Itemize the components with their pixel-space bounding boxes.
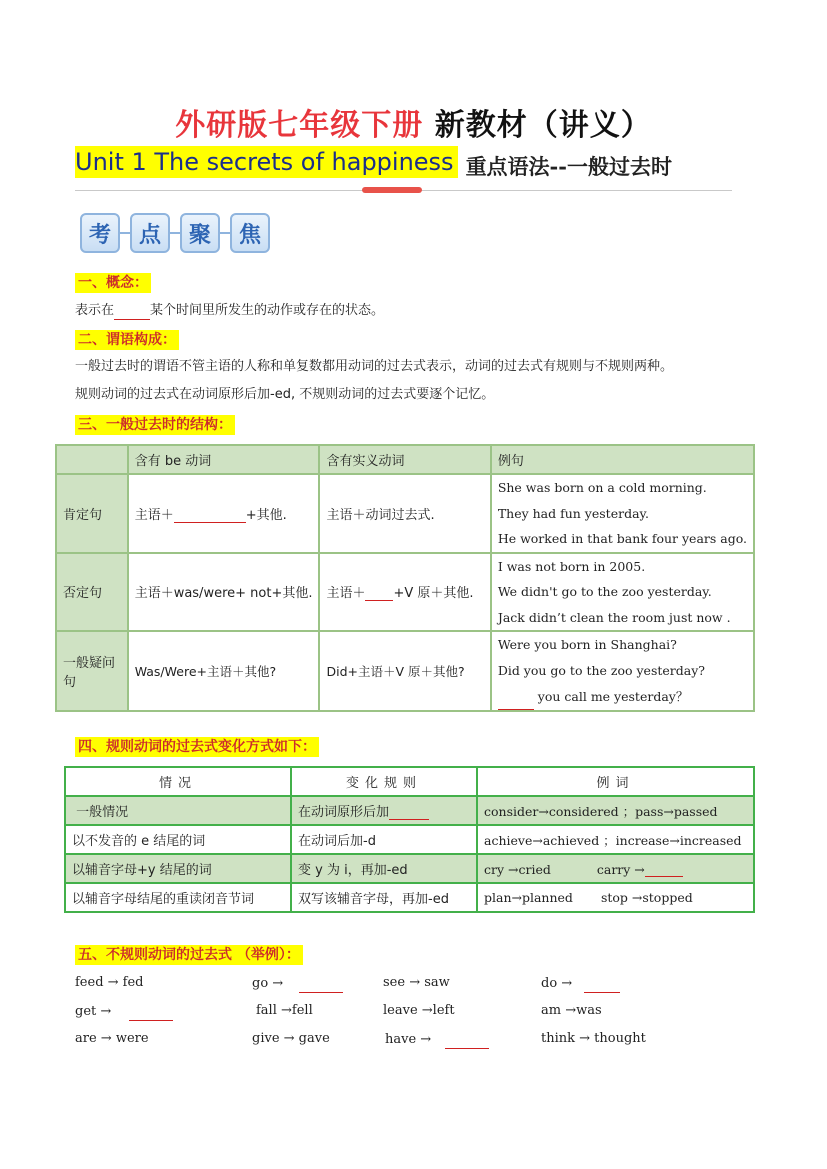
- fill-blank[interactable]: [584, 974, 620, 993]
- table-row: [65, 883, 754, 912]
- example-sentence: We didn't go to the zoo yesterday.: [497, 584, 712, 599]
- row-type: 否定句: [56, 553, 128, 632]
- table-header-row: [56, 445, 754, 474]
- section-1-text: [75, 301, 384, 320]
- irregular-item: leave →left: [383, 1003, 455, 1018]
- be-structure: 主语＋was/were+ not+其他.: [128, 553, 320, 632]
- case-cell: 以辅音字母+y 结尾的词: [65, 854, 291, 883]
- verb-structure: [319, 553, 490, 632]
- header-cell-empty: [56, 445, 128, 474]
- fill-blank[interactable]: [498, 683, 534, 710]
- header-cell-examples: 例句: [491, 445, 754, 474]
- focus-char-2: 点: [130, 213, 170, 253]
- examples-cell: [491, 474, 754, 553]
- verb-post: +V 原＋其他.: [393, 586, 474, 602]
- header-cell-be: 含有 be 动词: [128, 445, 320, 474]
- focus-connector: [120, 232, 130, 234]
- example-b: stop →stopped: [600, 890, 693, 905]
- regular-verb-table: [64, 766, 755, 913]
- irregular-item: [385, 1030, 489, 1049]
- example-cell: achieve→achieved ；increase→increased: [477, 825, 754, 854]
- case-cell: [65, 796, 291, 825]
- irregular-text: have →: [385, 1032, 432, 1047]
- irregular-item: am →was: [541, 1003, 602, 1018]
- header-cell-verb: 含有实义动词: [319, 445, 490, 474]
- section-2-heading: 二、谓语构成：: [75, 330, 179, 350]
- grammar-subtitle: 重点语法--一般过去时: [465, 153, 672, 179]
- header-cell-rule: 变化规则: [291, 767, 477, 796]
- unit-heading: [75, 146, 672, 180]
- page-title: [0, 100, 827, 144]
- irregular-item: see → saw: [383, 975, 450, 990]
- section-5-heading: 五、不规则动词的过去式 （举例）：: [75, 945, 303, 965]
- fill-blank[interactable]: [174, 507, 246, 523]
- verb-pre: 主语＋: [326, 586, 366, 602]
- example-cell: [477, 854, 754, 883]
- section-3-heading: 三、一般过去时的结构：: [75, 415, 235, 435]
- example-sentence: Jack didn’t clean the room just now .: [497, 609, 731, 625]
- rule-cell: [291, 796, 477, 825]
- row-type: 一般疑问句: [56, 631, 128, 711]
- focus-badge: [80, 212, 270, 254]
- example-sentence: She was born on a cold morning.: [497, 480, 707, 495]
- case-cell: 以辅音字母结尾的重读闭音节词: [65, 883, 291, 912]
- irregular-text: do →: [541, 976, 573, 991]
- table-row: [65, 825, 754, 854]
- example-sentence: I was not born in 2005.: [497, 558, 646, 574]
- header-cell-case: 情况: [65, 767, 291, 796]
- fill-blank[interactable]: [129, 1002, 173, 1021]
- examples-cell: [491, 631, 754, 711]
- be-post: +其他.: [245, 507, 287, 523]
- be-structure: [128, 474, 320, 553]
- example-a: cry →cried: [484, 861, 551, 877]
- table-row: [65, 854, 754, 883]
- irregular-item: feed → fed: [75, 975, 144, 990]
- case-cell: 以不发音的 e 结尾的词: [65, 825, 291, 854]
- title-red-part: 外研版七年级下册: [175, 108, 424, 143]
- irregular-item: [252, 974, 343, 993]
- row-type: 肯定句: [56, 474, 128, 553]
- irregular-item: are → were: [75, 1031, 149, 1046]
- example-b: carry →: [596, 861, 645, 877]
- be-structure: Was/Were+主语＋其他?: [128, 631, 320, 711]
- focus-connector: [170, 232, 180, 234]
- section-2-line-1: 一般过去时的谓语不管主语的人称和单复数都用动词的过去式表示，动词的过去式有规则与不规则两种。: [75, 359, 674, 374]
- s1-text-before: 表示在: [75, 303, 115, 318]
- example-a: plan→planned: [484, 890, 573, 905]
- title-accent-bar: [362, 187, 422, 193]
- section-2-line-2: 规则动词的过去式在动词原形后加-ed, 不规则动词的过去式要逐个记忆。: [75, 387, 495, 402]
- verb-structure: 主语＋动词过去式.: [319, 474, 490, 553]
- fill-blank[interactable]: [389, 804, 429, 820]
- verb-structure: Did+主语＋V 原＋其他?: [319, 631, 490, 711]
- example-cell: consider→considered ；pass→passed: [477, 796, 754, 825]
- example-last-text: you call me yesterday？: [537, 689, 689, 705]
- example-sentence: [498, 683, 747, 710]
- be-pre: 主语＋: [134, 507, 174, 523]
- irregular-item: give → gave: [252, 1031, 330, 1046]
- case-text: 一般情况: [76, 805, 129, 820]
- table-row: [56, 474, 754, 553]
- example-cell: [477, 883, 754, 912]
- title-black-part: 新教材（讲义）: [434, 108, 652, 143]
- focus-char-3: 聚: [180, 213, 220, 253]
- example-sentence: They had fun yesterday.: [497, 505, 649, 521]
- structure-table: [55, 444, 755, 712]
- table-row: [56, 553, 754, 632]
- fill-blank[interactable]: [299, 974, 343, 993]
- header-cell-example: 例词: [477, 767, 754, 796]
- rule-cell: 在动词后加-d: [291, 825, 477, 854]
- section-4-heading: 四、规则动词的过去式变化方式如下：: [75, 737, 319, 757]
- table-row: [56, 631, 754, 711]
- table-header-row: [65, 767, 754, 796]
- rule-cell: 双写该辅音字母，再加-ed: [291, 883, 477, 912]
- focus-char-4: 焦: [230, 213, 270, 253]
- irregular-text: get →: [75, 1004, 112, 1019]
- example-sentence: He worked in that bank four years ago.: [497, 531, 747, 546]
- rule-cell: 变 y 为 i，再加-ed: [291, 854, 477, 883]
- irregular-item: think → thought: [541, 1031, 646, 1046]
- rule-text: 在动词原形后加: [298, 805, 390, 820]
- example-sentence: Were you born in Shanghai?: [497, 637, 677, 653]
- fill-blank[interactable]: [365, 585, 393, 601]
- examples-cell: [491, 553, 754, 632]
- irregular-item: [541, 974, 620, 993]
- irregular-item: [75, 1002, 173, 1021]
- focus-connector: [220, 232, 230, 234]
- irregular-text: go →: [252, 976, 284, 991]
- table-row: [65, 796, 754, 825]
- unit-title: Unit 1 The secrets of happiness: [75, 146, 458, 178]
- fill-blank[interactable]: [445, 1030, 489, 1049]
- irregular-item: fall →fell: [256, 1003, 313, 1018]
- example-sentence: Did you go to the zoo yesterday?: [497, 662, 705, 678]
- fill-blank[interactable]: [114, 301, 150, 320]
- fill-blank[interactable]: [645, 861, 683, 877]
- section-1-heading: 一、概念：: [75, 273, 151, 293]
- s1-text-after: 某个时间里所发生的动作或存在的状态。: [150, 303, 385, 318]
- focus-char-1: 考: [80, 213, 120, 253]
